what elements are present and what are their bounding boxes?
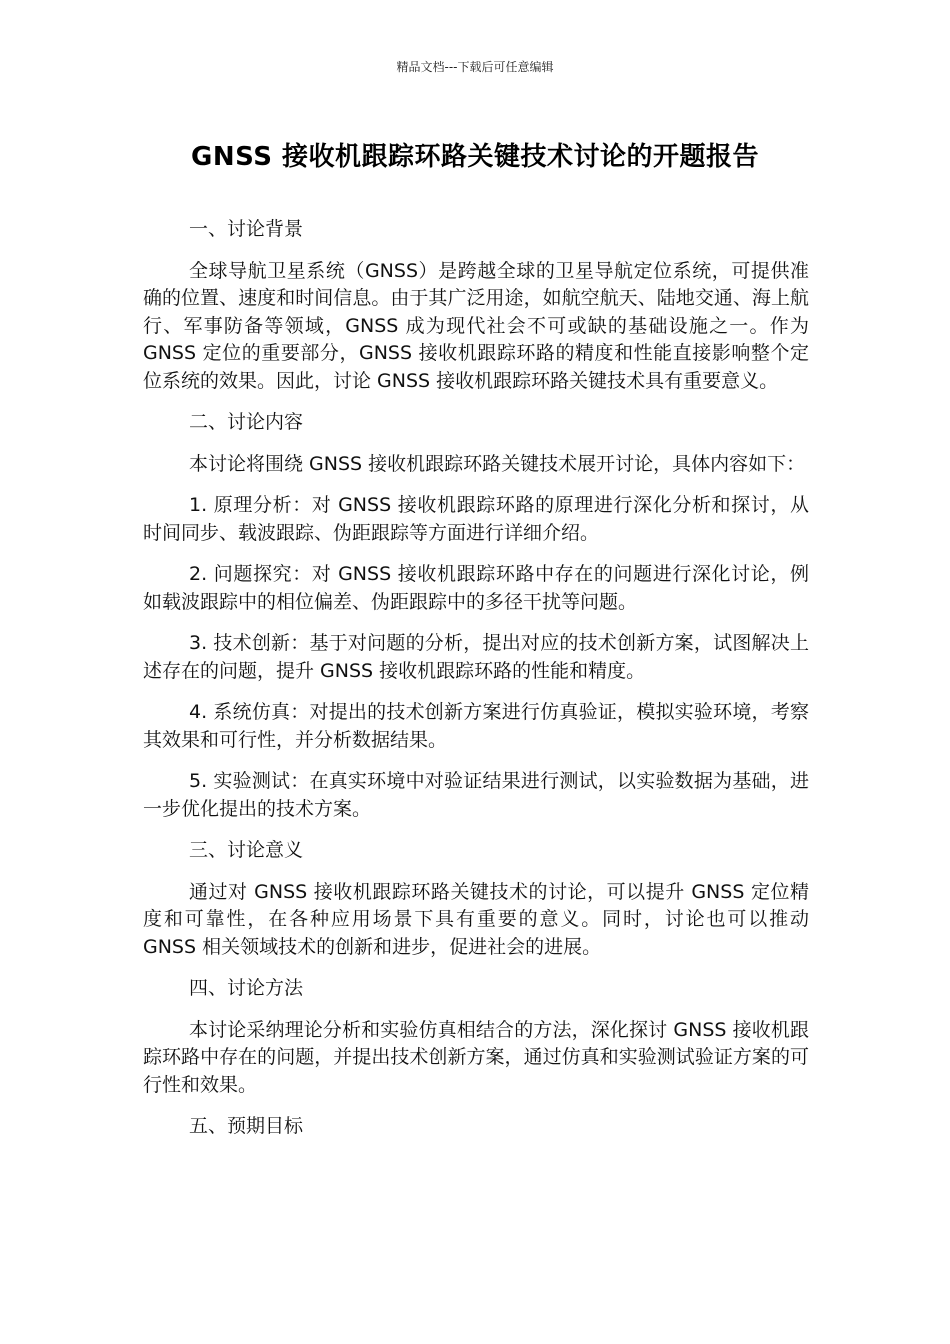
document-body: [143, 216, 809, 1155]
list-item-problem-study: 2. 问题探究：对 GNSS 接收机跟踪环路中存在的问题进行深化讨论，例如载波跟踪中的相位偏差、伪距跟踪中的多径干扰等问题。: [143, 563, 809, 613]
paragraph-background: 全球导航卫星系统（GNSS）是跨越全球的卫星导航定位系统，可提供准确的位置、速度和时间信息。由于其广泛用途，如航空航天、陆地交通、海上航行、军事防备等领域，GNSS 成为现代社会不可或缺的基础设施之一。作为 GNSS 定位的重要部分，GNSS 接收机跟踪环路的精度和性能直接影响整个定位系统的效果。因此，讨论 GNSS 接收机跟踪环路关键技术具有重要意义。: [143, 259, 809, 392]
list-item-experiment-test: 5. 实验测试：在真实环境中对验证结果进行测试，以实验数据为基础，进一步优化提出的技术方案。: [143, 770, 809, 820]
document-title: GNSS 接收机跟踪环路关键技术讨论的开题报告: [191, 142, 759, 172]
section-heading-method: 四、讨论方法: [189, 977, 304, 999]
list-item-system-simulation: 4. 系统仿真：对提出的技术创新方案进行仿真验证，模拟实验环境，考察其效果和可行性，并分析数据结果。: [143, 701, 809, 751]
section-heading-goals: 五、预期目标: [189, 1115, 304, 1137]
paragraph-significance: 通过对 GNSS 接收机跟踪环路关键技术的讨论，可以提升 GNSS 定位精度和可靠性，在各种应用场景下具有重要的意义。同时，讨论也可以推动 GNSS 相关领域技术的创新和进步，促进社会的进展。: [143, 880, 809, 958]
page-header-note: 精品文档---下载后可任意编辑: [396, 60, 554, 74]
section-heading-content: 二、讨论内容: [189, 411, 304, 433]
list-item-principle-analysis: 1. 原理分析：对 GNSS 接收机跟踪环路的原理进行深化分析和探讨，从时间同步、载波跟踪、伪距跟踪等方面进行详细介绍。: [143, 494, 809, 544]
paragraph-content-intro: 本讨论将围绕 GNSS 接收机跟踪环路关键技术展开讨论，具体内容如下：: [189, 452, 806, 475]
section-heading-significance: 三、讨论意义: [189, 839, 304, 861]
section-heading-background: 一、讨论背景: [189, 218, 304, 240]
list-item-tech-innovation: 3. 技术创新：基于对问题的分析，提出对应的技术创新方案，试图解决上述存在的问题，提升 GNSS 接收机跟踪环路的性能和精度。: [143, 632, 809, 682]
paragraph-method: 本讨论采纳理论分析和实验仿真相结合的方法，深化探讨 GNSS 接收机跟踪环路中存在的问题，并提出技术创新方案，通过仿真和实验测试验证方案的可行性和效果。: [143, 1018, 809, 1096]
